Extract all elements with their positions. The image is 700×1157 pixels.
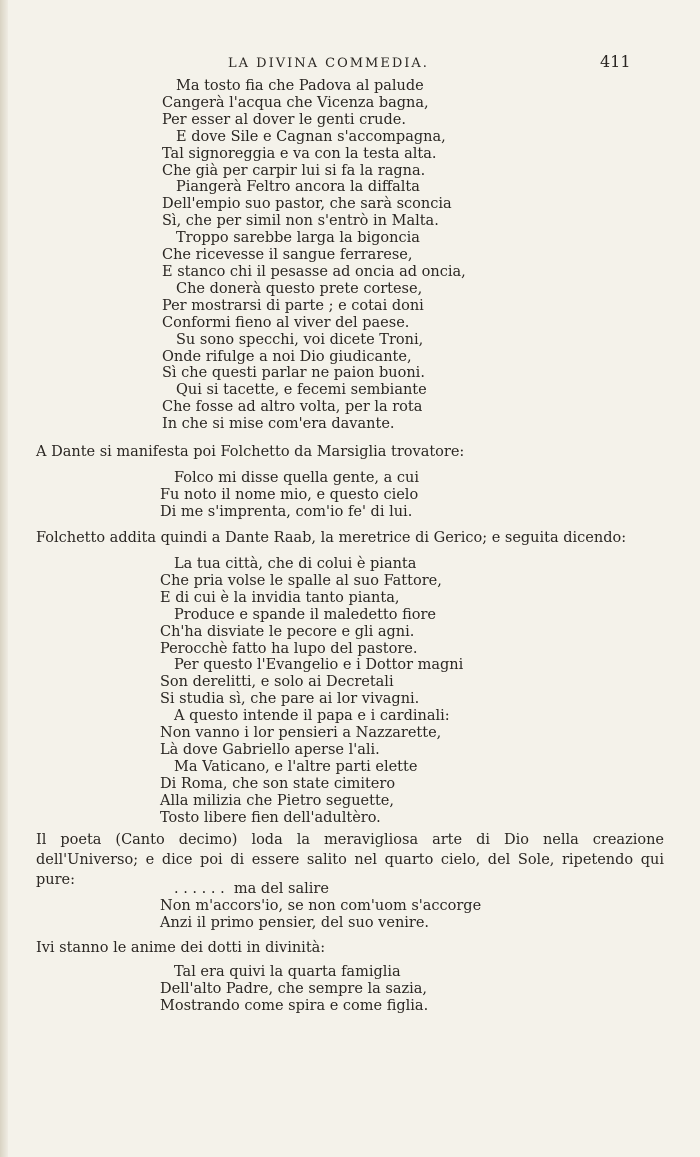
verse-line: Non vanno i lor pensieri a Nazzarette, (160, 725, 442, 742)
verse-line: Onde rifulge a noi Dio giudicante, (162, 348, 412, 365)
verse-line: E dove Sile e Cagnan s'accompagna, (176, 128, 446, 145)
verse-block-4 (160, 881, 481, 932)
verse-line: Fu noto il nome mio, e questo cielo (160, 486, 419, 503)
verse-line: Che pria volse le spalle al suo Fattore, (160, 572, 442, 589)
verse-line: Produce e spande il maledetto fiore (174, 606, 436, 623)
verse-line: . . . . . . ma del salire (174, 881, 329, 897)
prose-paragraph-1: A Dante si manifesta poi Folchetto da Marsiglia trovatore: (36, 444, 465, 460)
verse-line: Tal era quivi la quarta famiglia (174, 964, 401, 980)
verse-line: Piangerà Feltro ancora la diffalta (176, 179, 420, 196)
verse-line: Si studia sì, che pare ai lor vivagni. (160, 691, 420, 708)
verse-line: Mostrando come spira e come figlia. (160, 997, 429, 1014)
verse-line: Qui si tacette, e fecemi sembiante (176, 382, 427, 399)
running-title: LA DIVINA COMMEDIA. (228, 56, 429, 71)
verse-line: Tosto libere fien dell'adultèro. (160, 809, 381, 826)
verse-block-1 (162, 78, 466, 433)
verse-line: Conformi fieno al viver del paese. (162, 314, 410, 331)
verse-line: In che si mise com'era davante. (162, 416, 395, 433)
verse-line: Perocchè fatto ha lupo del pastore. (160, 640, 418, 657)
verse-line: Sì, che per simil non s'entrò in Malta. (162, 213, 439, 230)
verse-line: Troppo sarebbe larga la bigoncia (176, 230, 420, 247)
verse-line: Ch'ha disviate le pecore e gli agni. (160, 623, 415, 640)
verse-line: Per mostrarsi di parte ; e cotai doni (162, 297, 424, 314)
verse-line: Son derelitti, e solo ai Decretali (160, 674, 394, 691)
page-header (0, 52, 700, 74)
verse-line: Che ricevesse il sangue ferrarese, (162, 247, 413, 264)
verse-line: A questo intende il papa e i cardinali: (174, 708, 450, 725)
verse-line: Non m'accors'io, se non com'uom s'accorge (160, 897, 482, 914)
verse-line: Che già per carpir lui si fa la ragna. (162, 162, 426, 179)
verse-line: Ma Vaticano, e l'altre parti elette (174, 758, 418, 775)
verse-line: Tal signoreggia e va con la testa alta. (162, 145, 437, 162)
page-spine-shadow (0, 0, 8, 1157)
verse-block-3 (160, 556, 463, 827)
prose-paragraph-2: Folchetto addita quindi a Dante Raab, la meretrice di Gerico; e seguita dicendo: (36, 530, 627, 546)
verse-line: Che fosse ad altro volta, per la rota (162, 399, 423, 416)
verse-line: E stanco chi il pesasse ad oncia ad oncia, (162, 263, 466, 280)
prose-paragraph-4: Ivi stanno le anime dei dotti in divinità: (36, 940, 326, 956)
verse-block-2 (160, 470, 419, 521)
verse-line: Per esser al dover le genti crude. (162, 111, 406, 128)
verse-line: Che donerà questo prete cortese, (176, 280, 423, 297)
verse-line: Per questo l'Evangelio e i Dottor magni (174, 657, 464, 674)
verse-line: E di cui è la invidia tanto pianta, (160, 589, 400, 606)
verse-line: La tua città, che di colui è pianta (174, 556, 417, 572)
verse-line: Su sono specchi, voi dicete Troni, (176, 331, 424, 348)
verse-line: Folco mi disse quella gente, a cui (174, 470, 419, 486)
verse-line: Ma tosto fia che Padova al palude (176, 78, 424, 94)
verse-line: Là dove Gabriello aperse l'ali. (160, 741, 380, 758)
verse-line: Dell'empio suo pastor, che sarà sconcia (162, 196, 452, 213)
verse-line: Sì che questi parlar ne paion buoni. (162, 365, 425, 382)
verse-line: Di Roma, che son state cimitero (160, 775, 396, 792)
prose-paragraph-3: Il poeta (Canto decimo) loda la meravigliosa arte di Dio nella creazione dell'Universo; e dice poi di essere salito nel quarto cielo, del Sole, ripetendo qui pure: (36, 832, 664, 888)
verse-line: Cangerà l'acqua che Vicenza bagna, (162, 94, 429, 111)
verse-line: Anzi il primo pensier, del suo venire. (160, 914, 430, 931)
verse-block-5 (160, 964, 428, 1015)
verse-line: Dell'alto Padre, che sempre la sazia, (160, 980, 428, 997)
verse-line: Alla milizia che Pietro seguette, (160, 792, 394, 809)
verse-line: Di me s'imprenta, com'io fe' di lui. (160, 503, 413, 520)
page-number: 411 (600, 52, 631, 71)
